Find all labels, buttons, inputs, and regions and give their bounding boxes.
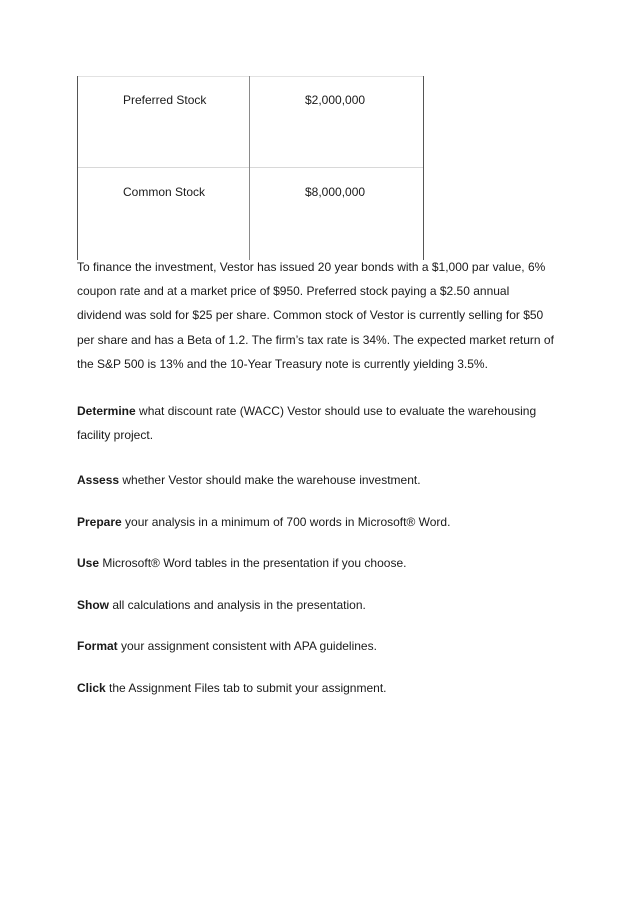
instruction-use (77, 551, 557, 575)
security-amount: $8,000,000 (305, 185, 366, 199)
instruction-text: your assignment consistent with APA guidelines. (117, 639, 377, 653)
instruction-format (77, 634, 557, 658)
security-amount: $2,000,000 (305, 93, 366, 107)
instruction-keyword: Format (77, 639, 118, 653)
security-name: Preferred Stock (123, 93, 207, 107)
instruction-text: all calculations and analysis in the presentation. (109, 598, 366, 612)
instruction-keyword: Click (77, 681, 106, 695)
instruction-determine (77, 399, 537, 447)
instruction-click (77, 676, 557, 700)
table-row (77, 168, 424, 260)
instruction-keyword: Prepare (77, 515, 122, 529)
instruction-keyword: Use (77, 556, 100, 570)
table-left-border (77, 76, 78, 260)
instruction-prepare (77, 510, 557, 534)
security-name: Common Stock (123, 185, 206, 199)
instruction-text: what discount rate (WACC) Vestor should use to evaluate the warehousing facility project. (77, 404, 537, 443)
financing-paragraph: To finance the investment, Vestor has issued 20 year bonds with a $1,000 par value, 6% coupon rate and at a market price of $950. Preferred stock paying a $2.50 annual dividend was sold for $25 per share. Common stock of Vestor is currently selling for $50 per share and has a Beta of 1.2. The firm’s tax rate is 34%. The expected market return of the S&P 500 is 13% and the 10-Year Treasury note is currently yielding 3.5%. (77, 260, 554, 371)
instruction-assess (77, 468, 557, 492)
capital-structure-table (77, 76, 424, 260)
instruction-keyword: Show (77, 598, 109, 612)
instruction-keyword: Assess (77, 473, 120, 487)
table-column-divider (249, 76, 250, 260)
table-row (77, 76, 424, 168)
instruction-show (77, 593, 557, 617)
instruction-text: Microsoft® Word tables in the presentation if you choose. (99, 556, 407, 570)
table-right-border (423, 76, 424, 260)
instruction-text: whether Vestor should make the warehouse investment. (119, 473, 421, 487)
instruction-text: your analysis in a minimum of 700 words in Microsoft® Word. (121, 515, 451, 529)
instruction-keyword: Determine (77, 404, 136, 418)
instruction-text: the Assignment Files tab to submit your assignment. (105, 681, 387, 695)
